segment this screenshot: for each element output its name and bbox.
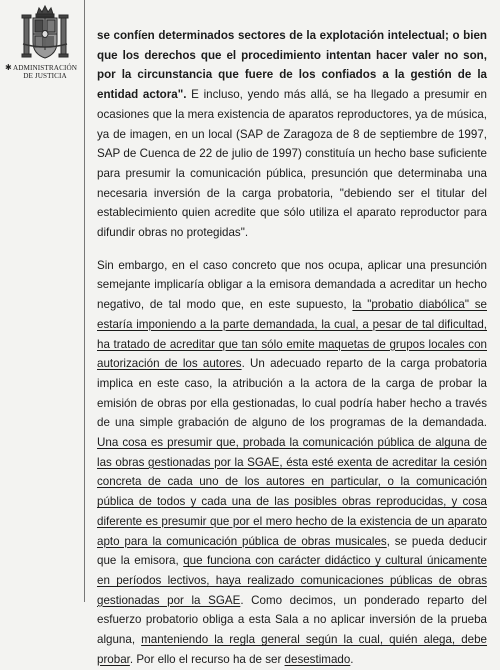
text-segment-1: Sin embargo, en el caso concreto que nos ocupa, aplicar una presunción semejante implicaría obligar a la emisora demandada a acreditar un hecho negativo, de tal modo que, en este supuesto, [97,258,487,312]
spanish-coat-of-arms-icon [20,4,70,62]
paragraph-1-rest: E incluso, yendo más allá, se ha llegado a presumir en ocasiones que la mera existencia de aparatos reproductores, ya de música, ya de imagen, en un local (SAP de Zaragoza de 8 de septiembre de 1997, SAP de Cuenca de 22 de julio de 1997) constituía un hecho base suficiente para presumir la comunicación pública, presunción que determinaba una necesaria inversión de la carga probatoria, "debiendo ser el titular del establecimiento quien acredite que sólo utiliza el aparato reproductor para difundir obras no protegidas". [97,88,487,240]
paragraph-2 [97,256,487,670]
underlined-segment-3: que funciona con carácter didáctico y cultural únicamente en períodos lectivos, haya realizado comunicaciones públicas de obras gestionadas por la SGAE [97,554,487,607]
underlined-segment-1: la "probatio diabólica" se estaría imponiendo a la parte demandada, la cual, a pesar de tal dificultad, ha tratado de acreditar que tan sólo emite maquetas de grupos locales con autorización de los autores [97,298,487,371]
bold-quotation: se confíen determinados sectores de la explotación intelectual; o bien que los derechos que el procedimiento intentan hacer valer no son, por la circunstancia que fuere de los confiados a la gestión de la entidad actora". [97,29,487,102]
institution-label [6,64,84,80]
paragraph-1 [97,26,487,243]
star-mark-icon: ✱ [5,63,12,72]
underlined-segment-5: desestimado [284,652,351,666]
institution-line-1: ADMINISTRACIÓN [12,64,78,72]
text-segment-6: . [350,652,354,666]
underlined-segment-4: manteniendo la regla general según la cual, quién alega, debe probar [97,633,488,666]
institution-line-2: DE JUSTICIA [23,72,67,80]
text-segment-3: , se pueda deducir que la emisora, [97,534,487,568]
underlined-segment-2: Una cosa es presumir que, probada la comunicación pública de alguna de las obras gestionadas por la SGAE, ésta esté exenta de acreditar la cesión concreta de cada uno de los autores en particular, o la comunicación pública de todos y cada una de las posibles obras reproducidas, y cosa diferente es presumir que por el mero hecho de la existencia de un aparato apto para la comunicación pública de obras musicales [97,436,487,548]
text-segment-4: . Como decimos, un ponderado reparto del esfuerzo probatorio obliga a esta Sala a no aplicar inversión de la prueba alguna, [97,593,488,647]
document-body [97,26,487,670]
text-segment-2: . Un adecuado reparto de la carga probatoria implica en este caso, la atribución a la actora de la carga de probar la emisión de obras por ella gestionadas, lo cual podría haber hecho a través de una simple grabación de alguno de los programas de la demandada. [97,357,487,430]
text-segment-5: . Por ello el recurso ha de ser [129,652,285,666]
margin-rule [84,0,85,602]
